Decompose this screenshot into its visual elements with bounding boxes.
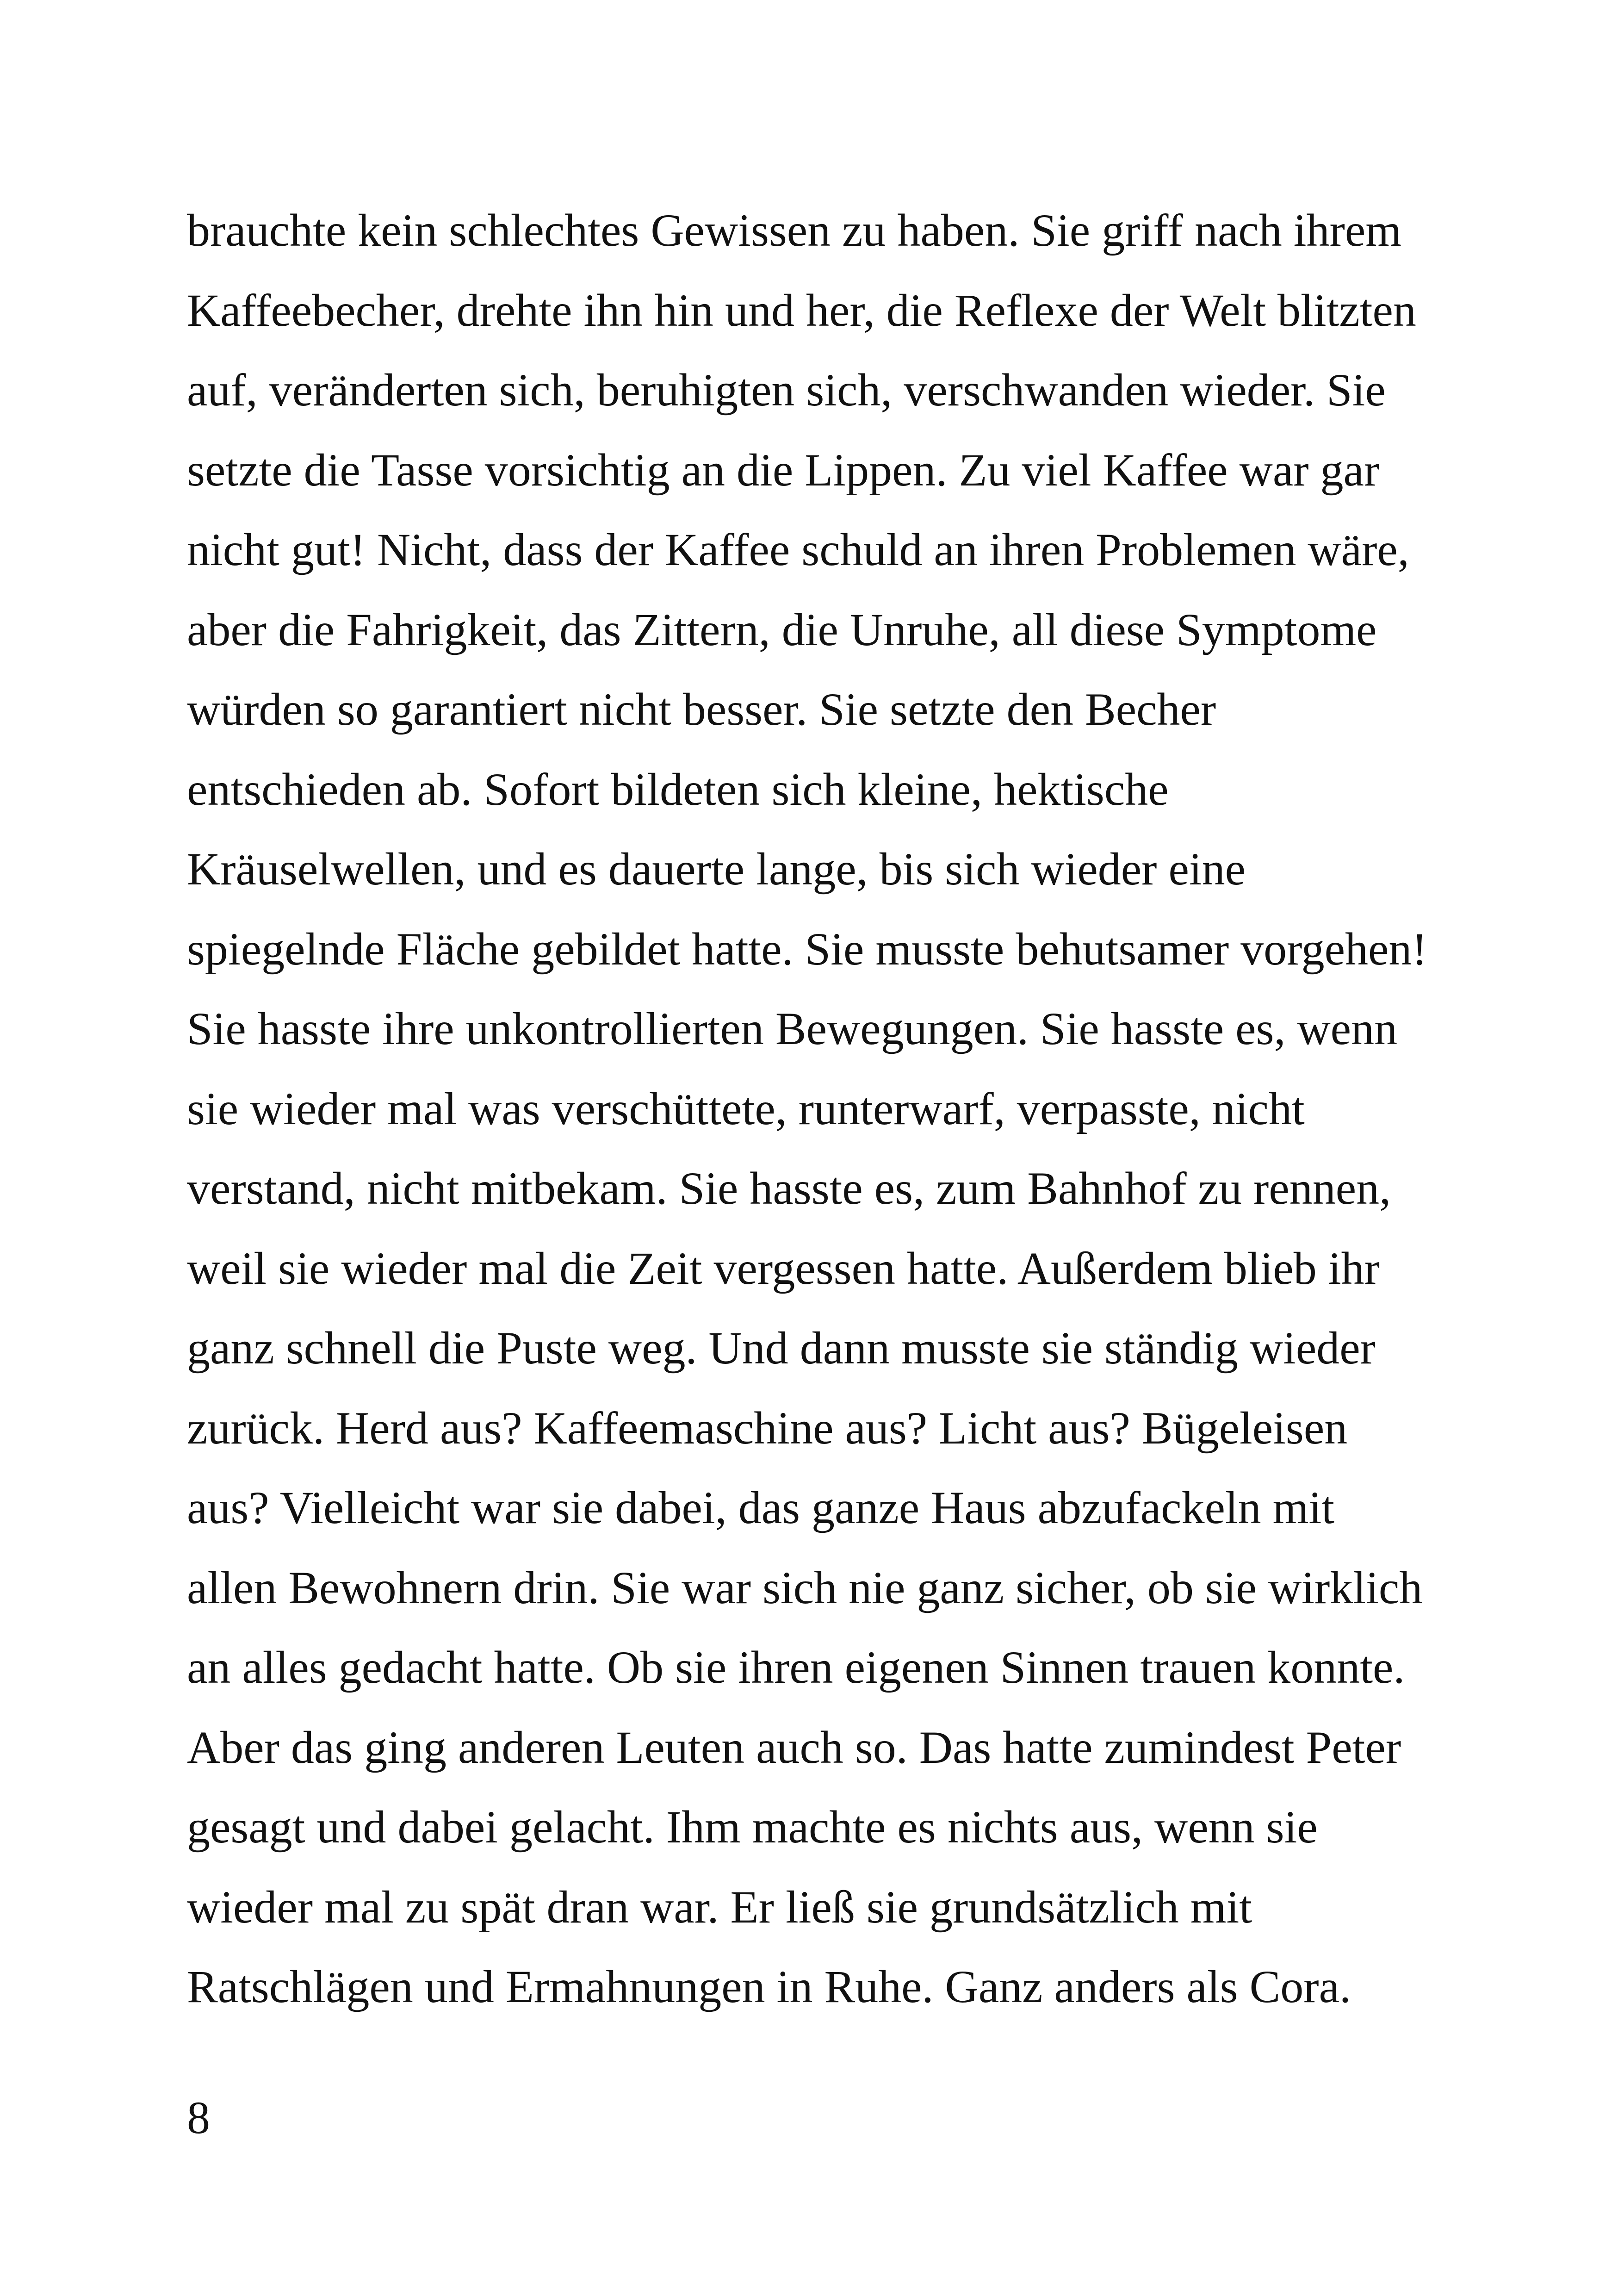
text-line: brauchte kein schlechtes Gewissen zu haben. Sie griff nach ihrem xyxy=(187,205,1401,256)
text-line: auf, veränderten sich, beruhigten sich, verschwanden wieder. Sie xyxy=(187,364,1386,416)
text-line: Ratschlägen und Ermahnungen in Ruhe. Ganz anders als Cora. xyxy=(187,1961,1351,2012)
text-line: würden so garantiert nicht besser. Sie setzte den Becher xyxy=(187,684,1216,735)
text-line: gesagt und dabei gelacht. Ihm machte es nichts aus, wenn sie xyxy=(187,1801,1318,1853)
text-line: weil sie wieder mal die Zeit vergessen hatte. Außerdem blieb ihr xyxy=(187,1242,1380,1294)
body-text xyxy=(187,191,1473,2027)
text-line: spiegelnde Fläche gebildet hatte. Sie musste behutsamer vorgehen! xyxy=(187,923,1427,975)
text-line: Sie hasste ihre unkontrollierten Bewegungen. Sie hasste es, wenn xyxy=(187,1003,1398,1054)
text-line: an alles gedacht hatte. Ob sie ihren eigenen Sinnen trauen konnte. xyxy=(187,1642,1405,1693)
text-line: entschieden ab. Sofort bildeten sich kleine, hektische xyxy=(187,763,1169,815)
text-line: Kräuselwellen, und es dauerte lange, bis sich wieder eine xyxy=(187,843,1246,895)
text-line: Aber das ging anderen Leuten auch so. Das hatte zumindest Peter xyxy=(187,1721,1401,1773)
text-line: ganz schnell die Puste weg. Und dann musste sie ständig wieder xyxy=(187,1322,1376,1374)
text-line: nicht gut! Nicht, dass der Kaffee schuld an ihren Problemen wäre, xyxy=(187,524,1409,575)
page-number: 8 xyxy=(187,2092,210,2143)
text-line: aus? Vielleicht war sie dabei, das ganze Haus abzufackeln mit xyxy=(187,1482,1335,1533)
text-line: aber die Fahrigkeit, das Zittern, die Unruhe, all diese Symptome xyxy=(187,604,1377,655)
text-line: sie wieder mal was verschüttete, runterwarf, verpasste, nicht xyxy=(187,1083,1305,1134)
text-line: zurück. Herd aus? Kaffeemaschine aus? Licht aus? Bügeleisen xyxy=(187,1402,1348,1454)
text-line: Kaffeebecher, drehte ihn hin und her, die Reflexe der Welt blitzten xyxy=(187,284,1416,336)
text-line: verstand, nicht mitbekam. Sie hasste es, zum Bahnhof zu rennen, xyxy=(187,1163,1391,1214)
text-line: setzte die Tasse vorsichtig an die Lippen. Zu viel Kaffee war gar xyxy=(187,444,1380,496)
text-line: wieder mal zu spät dran war. Er ließ sie grundsätzlich mit xyxy=(187,1881,1252,1933)
text-line: allen Bewohnern drin. Sie war sich nie ganz sicher, ob sie wirklich xyxy=(187,1562,1423,1613)
